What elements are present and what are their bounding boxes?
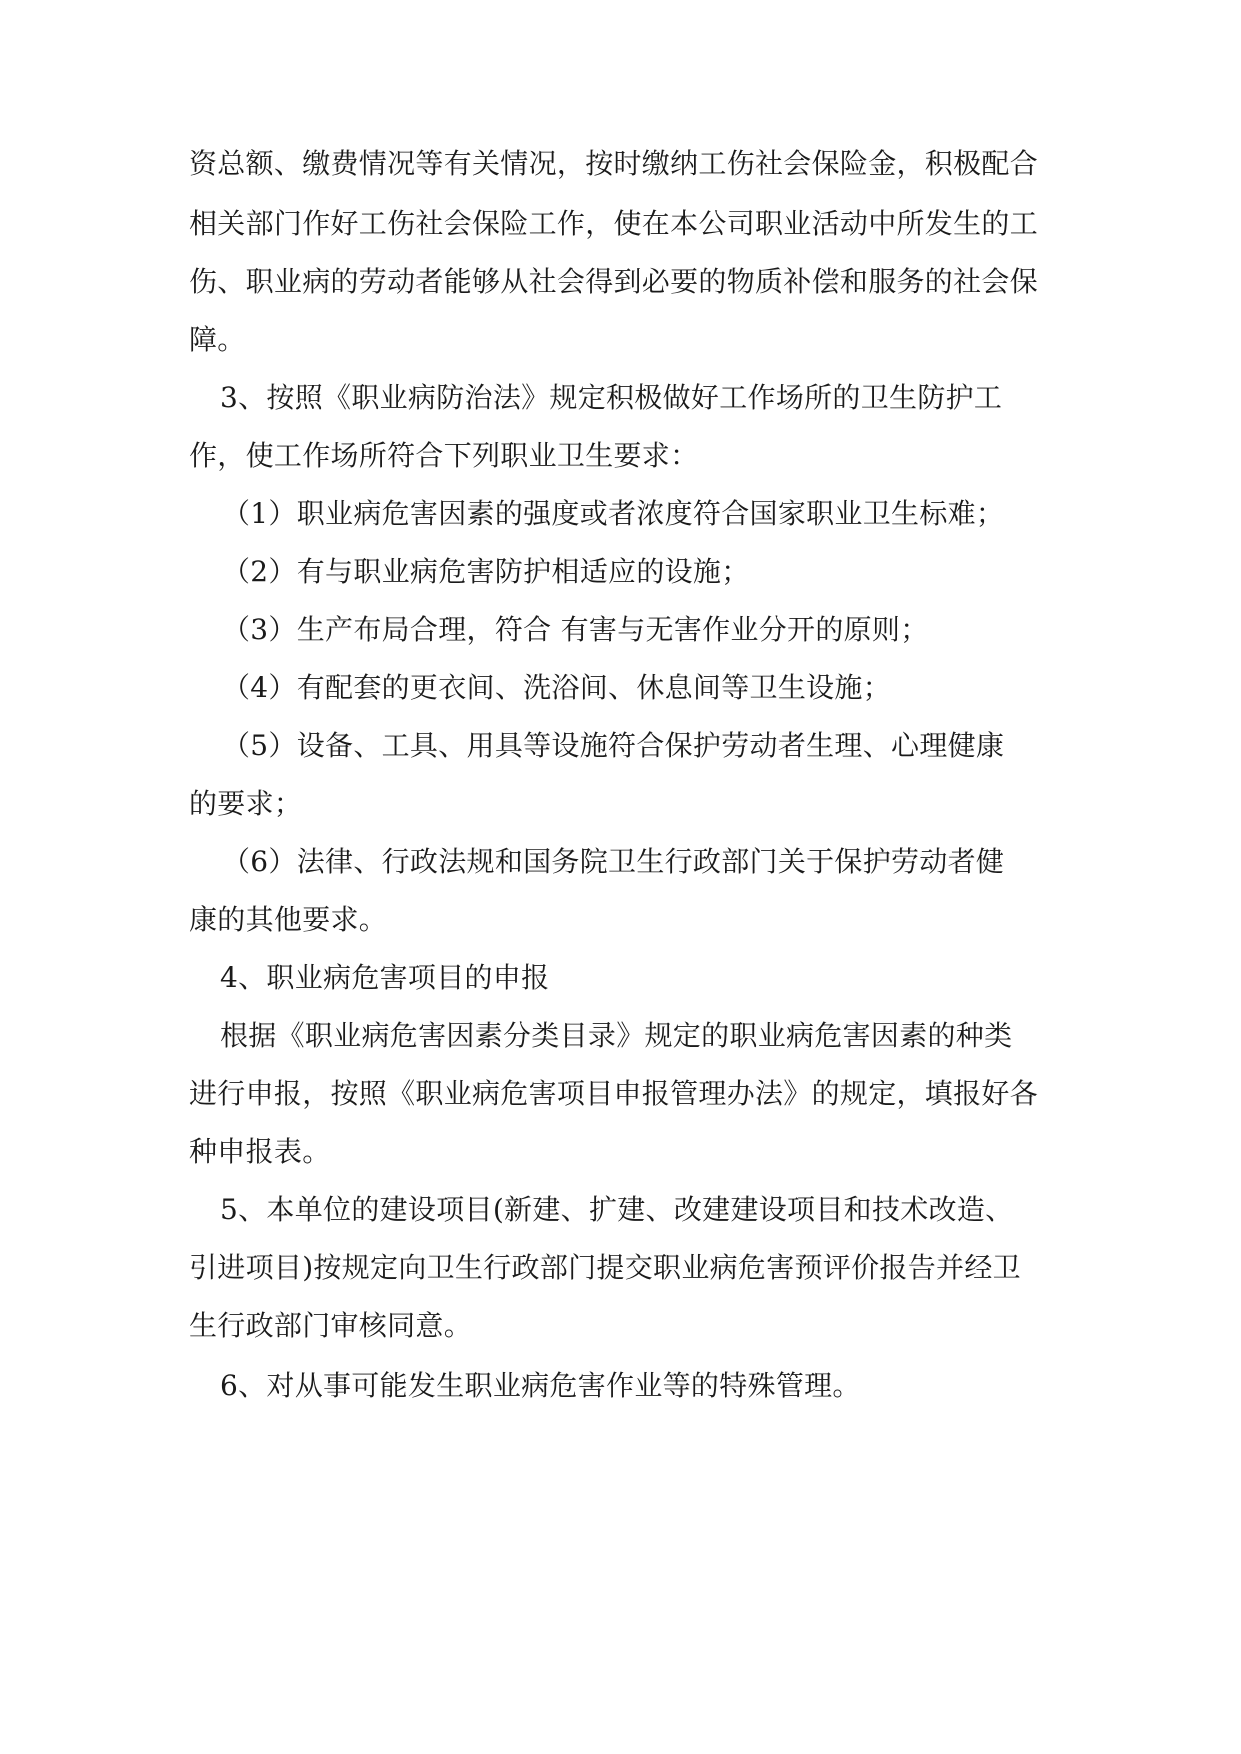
list-item: （4）有配套的更衣间、洗浴间、休息间等卫生设施； <box>222 671 892 704</box>
text-line: 生行政部门审核同意。 <box>189 1309 473 1342</box>
text-line: 相关部门作好工伤社会保险工作，使在本公司职业活动中所发生的工 <box>189 207 1039 240</box>
text-line: 的要求； <box>189 787 303 820</box>
list-item: （6）法律、行政法规和国务院卫生行政部门关于保护劳动者健 <box>222 845 1005 878</box>
text-line: 5、本单位的建设项目(新建、扩建、改建建设项目和技术改造、 <box>220 1193 1014 1226</box>
text-line: 伤、职业病的劳动者能够从社会得到必要的物质补偿和服务的社会保 <box>189 265 1039 298</box>
text-line: 种申报表。 <box>189 1135 331 1168</box>
text-line: 康的其他要求。 <box>189 903 388 936</box>
list-item: （1）职业病危害因素的强度或者浓度符合国家职业卫生标难； <box>222 497 1005 530</box>
text-line: 进行申报，按照《职业病危害项目申报管理办法》的规定，填报好各 <box>189 1077 1039 1110</box>
text-line: 障。 <box>189 323 246 356</box>
text-line: 引进项目)按规定向卫生行政部门提交职业病危害预评价报告并经卫 <box>189 1251 1021 1284</box>
section-heading: 4、职业病危害项目的申报 <box>220 961 550 994</box>
list-item: （5）设备、工具、用具等设施符合保护劳动者生理、心理健康 <box>222 729 1005 762</box>
text-line: 3、按照《职业病防治法》规定积极做好工作场所的卫生防护工 <box>220 381 1003 414</box>
list-item: （3）生产布局合理，符合 有害与无害作业分开的原则； <box>222 613 929 646</box>
text-line: 作，使工作场所符合下列职业卫生要求： <box>189 439 699 472</box>
section-heading: 6、对从事可能发生职业病危害作业等的特殊管理。 <box>220 1369 861 1402</box>
list-item: （2）有与职业病危害防护相适应的设施； <box>222 555 750 588</box>
text-line: 资总额、缴费情况等有关情况，按时缴纳工伤社会保险金，积极配合 <box>189 147 1039 180</box>
text-line: 根据《职业病危害因素分类目录》规定的职业病危害因素的种类 <box>220 1019 1013 1052</box>
